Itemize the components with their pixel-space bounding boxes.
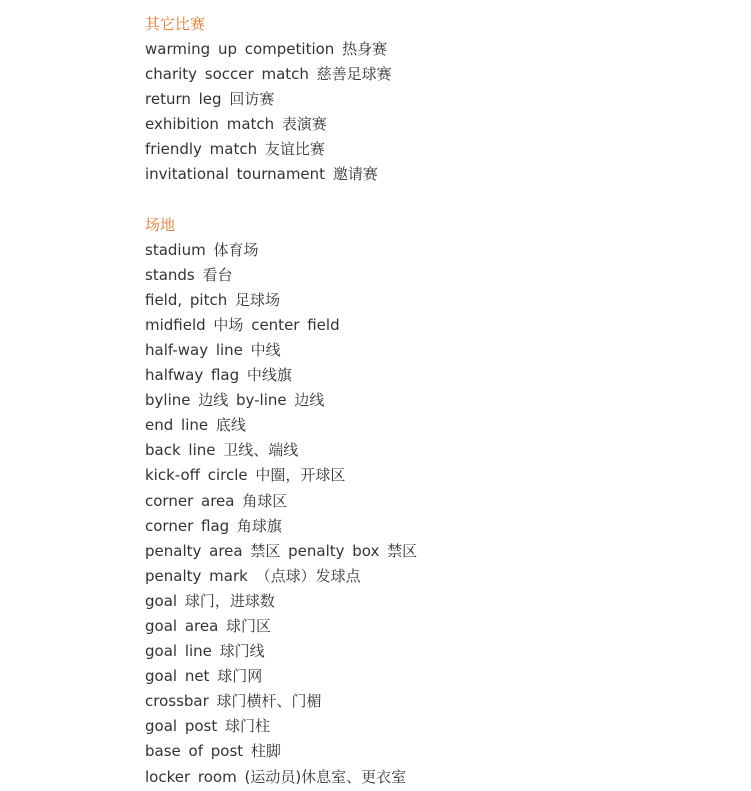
glossary-article: [145, 12, 735, 790]
glossary-entry: goal post 球门柱: [145, 717, 270, 736]
glossary-entry: penalty area 禁区 penalty box 禁区: [145, 541, 418, 560]
glossary-entry: kick-off circle 中圈，开球区: [145, 466, 346, 485]
glossary-entry: midfield 中场 center field: [145, 315, 340, 334]
glossary-entry: return leg 回访赛: [145, 90, 275, 109]
glossary-entry: base of post 柱脚: [145, 742, 281, 761]
glossary-entry: goal line 球门线: [145, 642, 265, 661]
glossary-entry: locker room (运动员)休息室、更衣室: [145, 767, 407, 786]
section-heading: 场地: [145, 215, 176, 234]
glossary-entry: friendly match 友谊比赛: [145, 140, 325, 159]
section-heading: 其它比赛: [145, 15, 206, 33]
glossary-entry: crossbar 球门横杆、门楣: [145, 692, 322, 711]
glossary-entry: exhibition match 表演赛: [145, 115, 327, 134]
glossary-entry: corner flag 角球旗: [145, 516, 282, 535]
glossary-entry: warming up competition 热身赛: [145, 40, 388, 58]
glossary-entry: half-way line 中线: [145, 340, 281, 359]
glossary-entry: penalty mark （点球）发球点: [145, 566, 361, 585]
glossary-entry: charity soccer match 慈善足球赛: [145, 65, 392, 84]
glossary-entry: stadium 体育场: [145, 240, 259, 259]
section-venue: [145, 213, 735, 790]
section-other-matches: [145, 12, 735, 188]
glossary-entry: goal net 球门网: [145, 667, 263, 686]
glossary-entry: goal 球门，进球数: [145, 591, 275, 610]
glossary-entry: goal area 球门区: [145, 616, 272, 635]
glossary-entry: byline 边线 by-line 边线: [145, 391, 325, 410]
glossary-entry: invitational tournament 邀请赛: [145, 165, 378, 184]
glossary-entry: corner area 角球区: [145, 491, 288, 510]
glossary-entry: end line 底线: [145, 416, 246, 435]
glossary-entry: stands 看台: [145, 265, 233, 284]
glossary-entry: field, pitch 足球场: [145, 290, 280, 309]
glossary-entry: back line 卫线、端线: [145, 441, 299, 460]
glossary-entry: halfway flag 中线旗: [145, 366, 292, 385]
